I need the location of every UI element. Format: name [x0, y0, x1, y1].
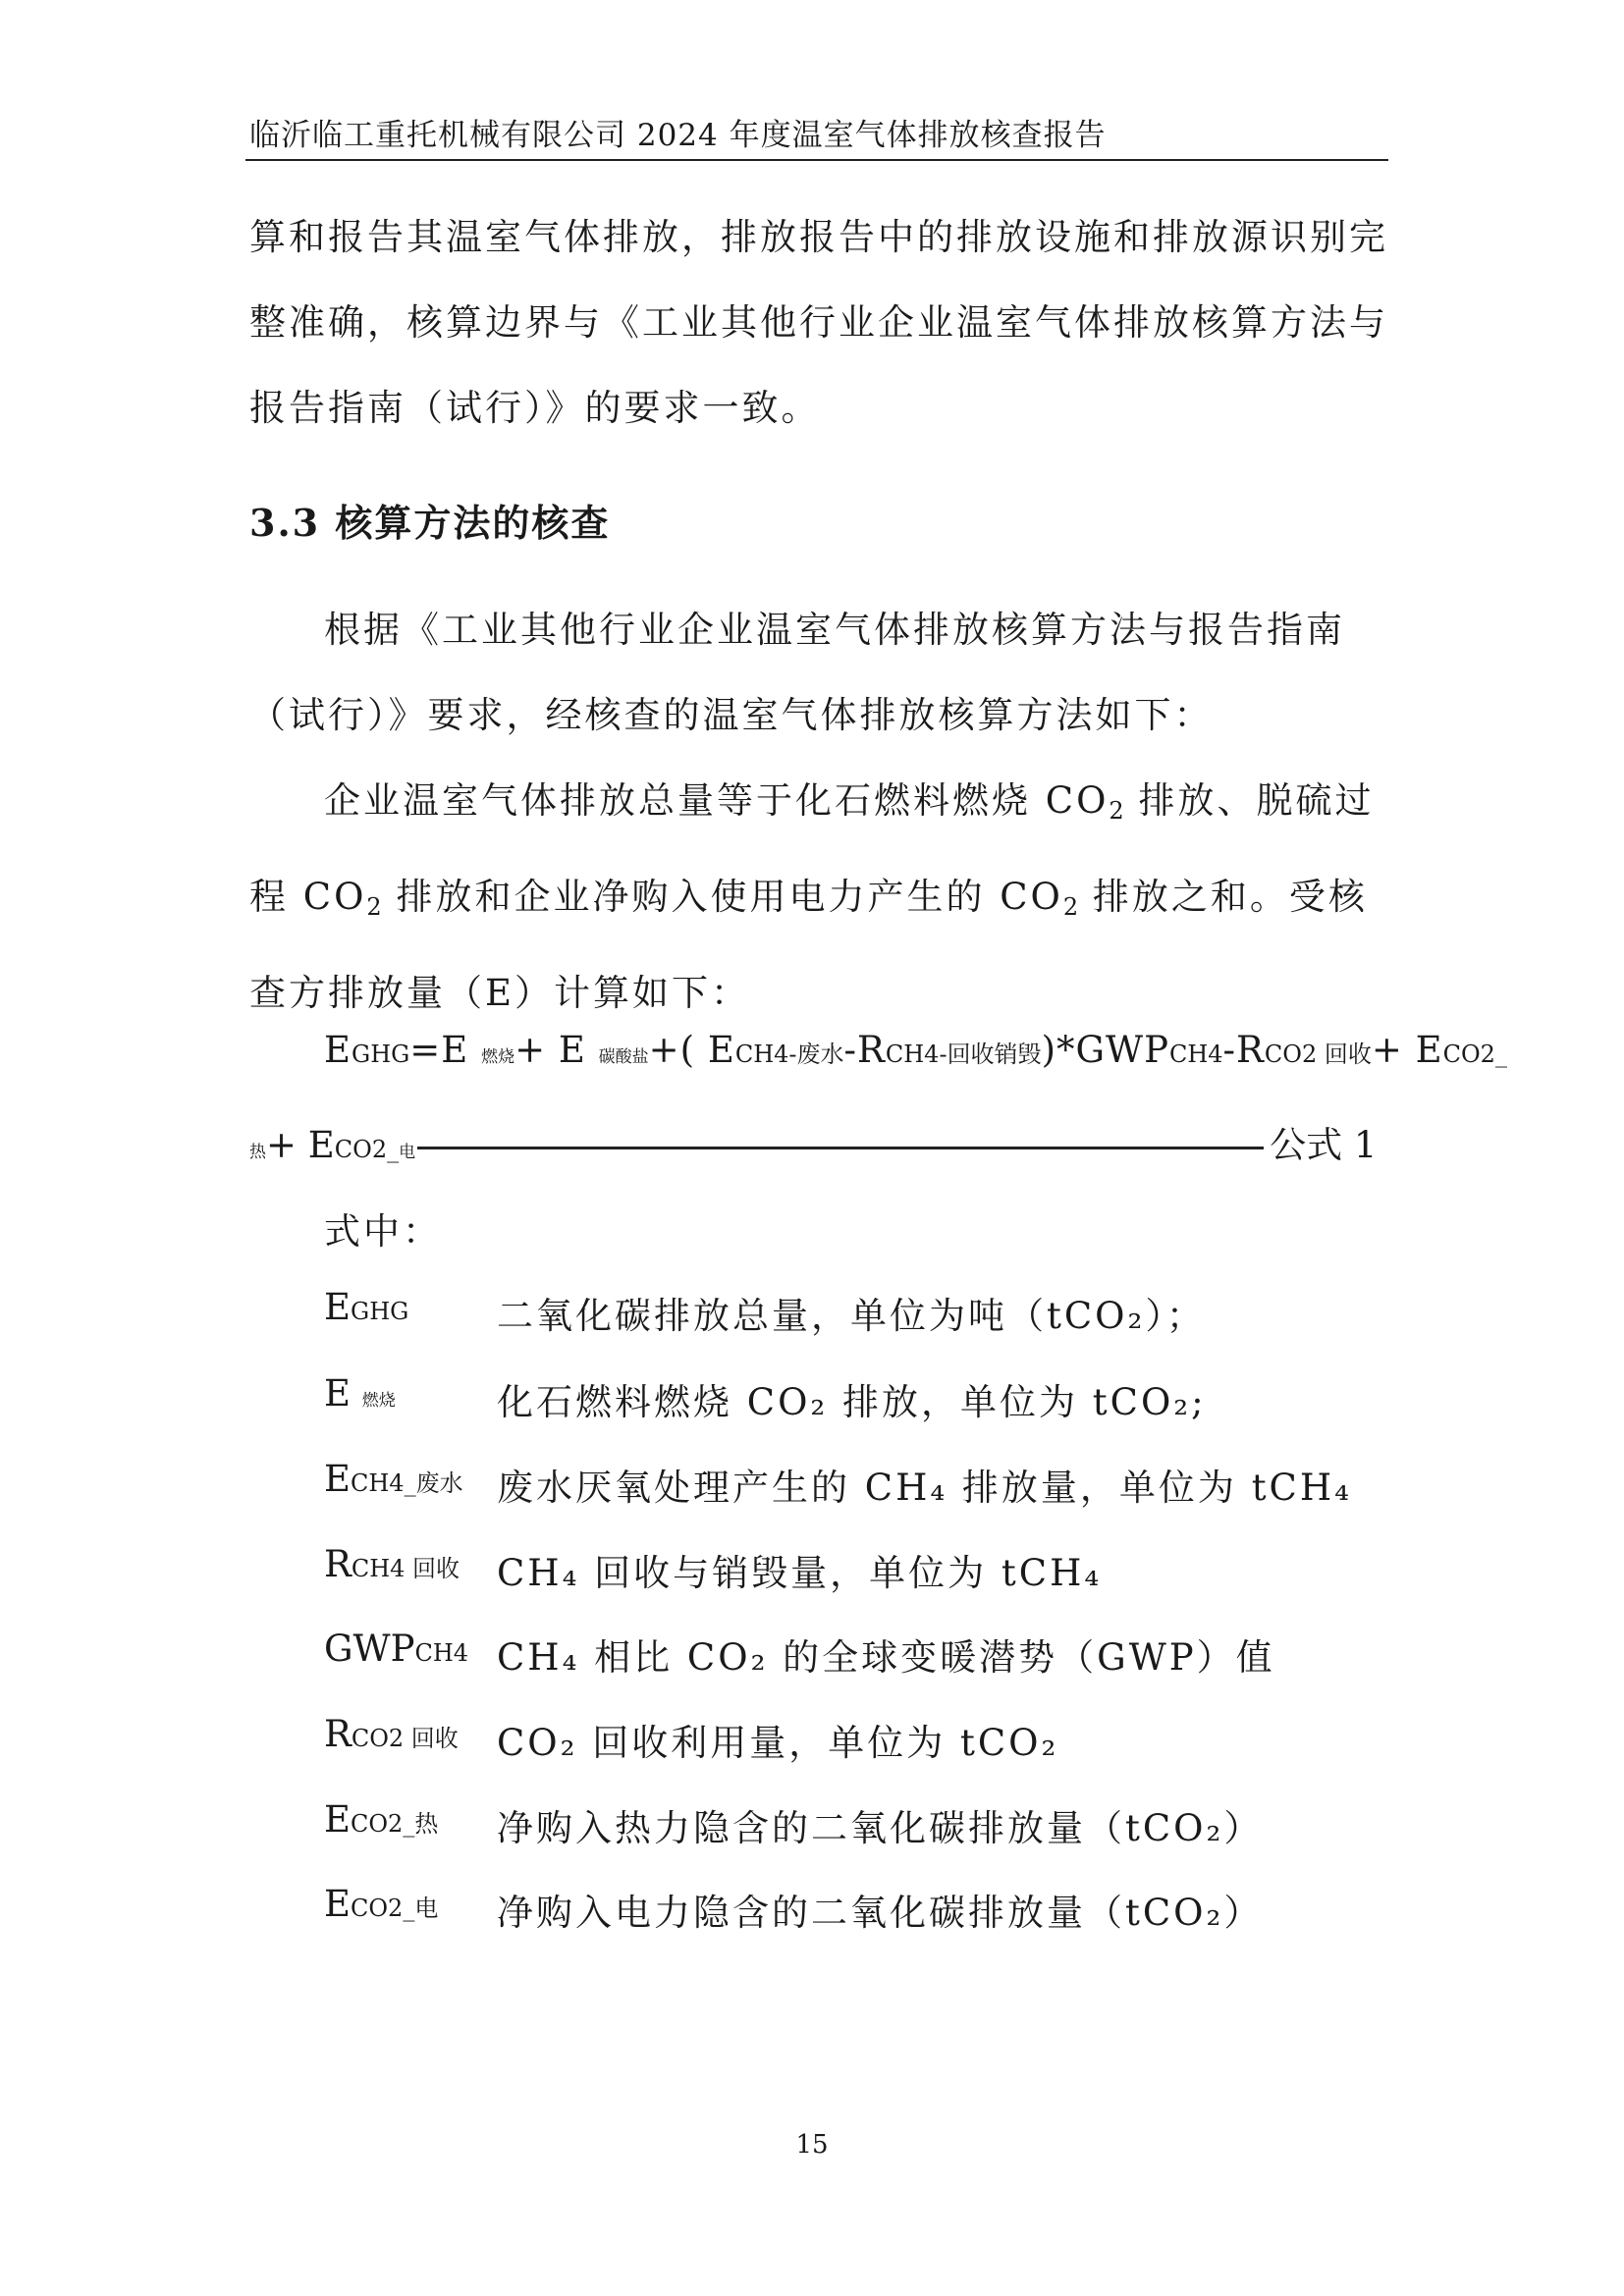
page-number: 15	[795, 2130, 829, 2160]
formula-line-1: EGHG=E 燃烧+ E 碳酸盐+( ECH4-废水-RCH4-回收销毁)*GWPCH4-RCO2 回收+ ECO2_	[324, 1029, 1507, 1071]
definition-row: EGHG 二氧化碳排放总量，单位为吨（tCO₂）；	[324, 1286, 1206, 1337]
definition-row: E 燃烧 化石燃料燃烧 CO₂ 排放，单位为 tCO₂;	[324, 1372, 1207, 1423]
where-label: 式中：	[324, 1210, 442, 1253]
section-heading: 3.3 核算方法的核查	[249, 501, 611, 545]
definition-row: ECO2_热 净购入热力隐含的二氧化碳排放量（tCO₂）	[324, 1798, 1264, 1849]
definition-row: RCH4 回收 CH₄ 回收与销毁量，单位为 tCH₄	[324, 1543, 1103, 1594]
definition-row: RCO2 回收 CO₂ 回收利用量，单位为 tCO₂	[324, 1713, 1059, 1764]
formula-leader-line	[417, 1147, 1264, 1149]
basis-paragraph: 根据《工业其他行业企业温室气体排放核算方法与报告指南（试行）》要求，经核查的温室气体排放核算方法如下：	[249, 609, 1345, 736]
total-paragraph: 企业温室气体排放总量等于化石燃料燃烧 CO2 排放、脱硫过程 CO2 排放和企业净购入使用电力产生的 CO2 排放之和。受核查方排放量（E）计算如下：	[249, 779, 1375, 1014]
report-header: 临沂临工重托机械有限公司 2024 年度温室气体排放核查报告	[249, 118, 1107, 153]
definition-row: GWPCH4 CH₄ 相比 CO₂ 的全球变暖潜势（GWP）值	[324, 1628, 1275, 1679]
formula-line-2: 热+ ECO2_电 公式 1	[249, 1124, 1378, 1166]
formula-label: 公式 1	[1270, 1124, 1378, 1166]
definition-row: ECH4_废水 废水厌氧处理产生的 CH₄ 排放量，单位为 tCH₄	[324, 1458, 1352, 1509]
intro-paragraph: 算和报告其温室气体排放，排放报告中的排放设施和排放源识别完整准确，核算边界与《工业其他行业企业温室气体排放核算方法与报告指南（试行）》的要求一致。	[249, 216, 1388, 429]
header-rule	[245, 159, 1388, 161]
definition-row: ECO2_电 净购入电力隐含的二氧化碳排放量（tCO₂）	[324, 1883, 1264, 1934]
